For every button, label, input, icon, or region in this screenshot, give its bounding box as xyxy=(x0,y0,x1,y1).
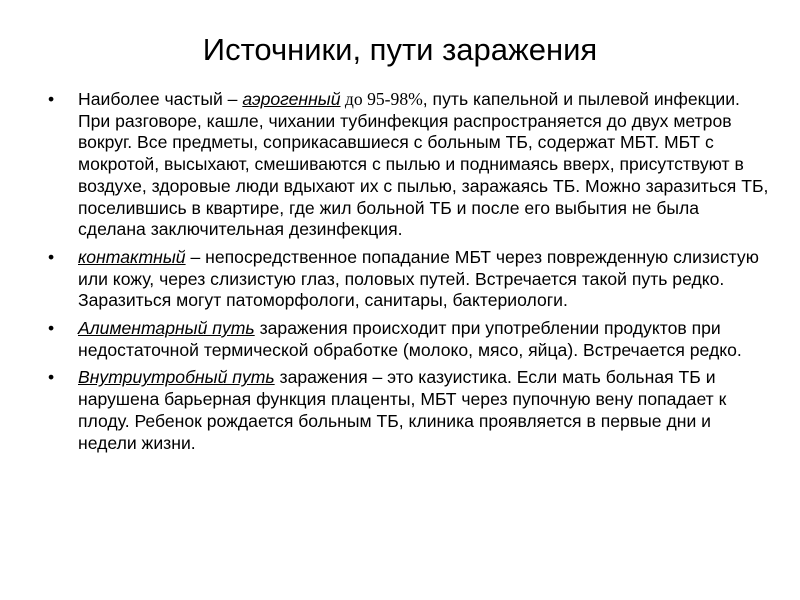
term-aerogenic: аэрогенный xyxy=(242,89,341,109)
bullet-dot: • xyxy=(48,318,55,339)
term-intrauterine: Внутриутробный путь xyxy=(78,367,275,388)
bullet-dot: • xyxy=(48,246,55,267)
bullet-text: заражения – это казуистика. Если мать больная ТБ и нарушена барьерная функция плаценты, МБТ через пупочную вену попадает к плоду. Ребенок рождается больным ТБ, клиника проявляется в первые дни и недели жизни. xyxy=(78,367,727,453)
bullet-item-aerogenic xyxy=(48,89,770,241)
bullet-dot: • xyxy=(48,89,55,109)
bullet-text: – непосредственное попадание МБТ через поврежденную слизистую или кожу, через слизистую глаз, половых путей. Встречается такой путь редко. Заразиться могут патоморфологи, санитары, бактериологи. xyxy=(78,246,759,311)
bullet-text: , путь капельной и пылевой инфекции. При разговоре, кашле, чихании тубинфекция распространяется до двух метров вокруг. Все предметы, соприкасавшиеся с больным ТБ, содержат МБТ. МБТ с мокротой, высыхают, смешиваются с пылью и поднимаясь вверх, присутствуют в воздухе, здоровые люди вдыхают их с пылью, заражаясь ТБ. Можно заразиться ТБ, поселившись в квартире, где жил больной ТБ и после его выбытия не была сделана заключительная дезинфекция. xyxy=(78,89,769,240)
bullet-item-contact xyxy=(48,247,770,312)
percent-range: до 95-98% xyxy=(340,89,423,109)
bullet-text: заражения происходит при употреблении продуктов при недостаточной термической обработке (молоко, мясо, яйца). Встречается редко. xyxy=(78,318,742,360)
bullet-dot: • xyxy=(48,367,55,388)
bullet-item-alimentary xyxy=(48,318,770,361)
bullet-item-intrauterine xyxy=(48,367,770,454)
term-alimentary: Алиментарный путь xyxy=(78,318,255,339)
slide-title: Источники, пути заражения xyxy=(202,32,598,67)
bullet-prefix: Наиболее частый – xyxy=(78,89,243,109)
bullet-list xyxy=(48,89,770,460)
term-contact: контактный xyxy=(78,246,186,267)
